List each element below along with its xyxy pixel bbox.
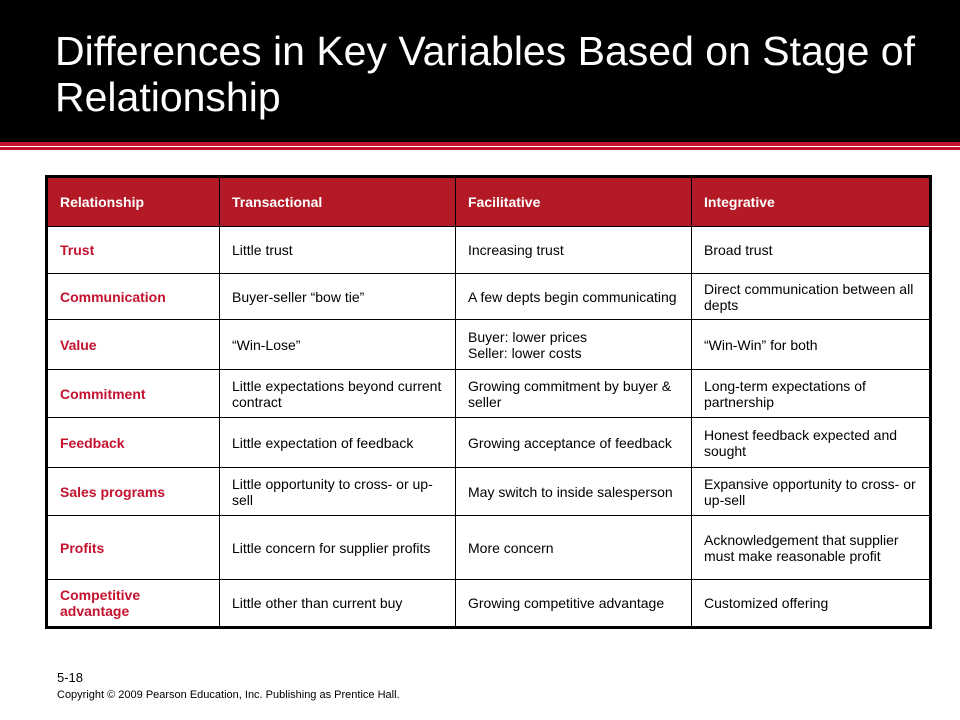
integrative-cell: “Win-Win” for both bbox=[692, 320, 931, 370]
transactional-cell: “Win-Lose” bbox=[220, 320, 456, 370]
facilitative-cell: Growing competitive advantage bbox=[456, 580, 692, 628]
transactional-cell: Little expectation of feedback bbox=[220, 418, 456, 468]
column-header: Integrative bbox=[692, 177, 931, 227]
facilitative-cell: A few depts begin communicating bbox=[456, 274, 692, 320]
row-variable: Profits bbox=[47, 516, 220, 580]
table-row bbox=[47, 468, 931, 516]
title-bar bbox=[0, 0, 960, 142]
transactional-cell: Little expectations beyond current contract bbox=[220, 370, 456, 418]
row-variable: Feedback bbox=[47, 418, 220, 468]
row-variable: Commitment bbox=[47, 370, 220, 418]
integrative-cell: Honest feedback expected and sought bbox=[692, 418, 931, 468]
facilitative-cell: More concern bbox=[456, 516, 692, 580]
table-row bbox=[47, 320, 931, 370]
table-header-row bbox=[47, 177, 931, 227]
column-header: Facilitative bbox=[456, 177, 692, 227]
integrative-cell: Acknowledgement that supplier must make reasonable profit bbox=[692, 516, 931, 580]
integrative-cell: Expansive opportunity to cross- or up-sell bbox=[692, 468, 931, 516]
row-variable: Trust bbox=[47, 227, 220, 274]
row-variable: Competitive advantage bbox=[47, 580, 220, 628]
slide-number: 5-18 bbox=[57, 670, 84, 685]
transactional-cell: Little other than current buy bbox=[220, 580, 456, 628]
table-row bbox=[47, 580, 931, 628]
row-variable: Value bbox=[47, 320, 220, 370]
facilitative-cell: Increasing trust bbox=[456, 227, 692, 274]
column-header: Transactional bbox=[220, 177, 456, 227]
integrative-cell: Broad trust bbox=[692, 227, 931, 274]
transactional-cell: Buyer-seller “bow tie” bbox=[220, 274, 456, 320]
slide-title: Differences in Key Variables Based on Stage of Relationship bbox=[55, 28, 915, 120]
transactional-cell: Little opportunity to cross- or up-sell bbox=[220, 468, 456, 516]
row-variable: Communication bbox=[47, 274, 220, 320]
transactional-cell: Little trust bbox=[220, 227, 456, 274]
facilitative-cell: May switch to inside salesperson bbox=[456, 468, 692, 516]
table-row bbox=[47, 516, 931, 580]
facilitative-cell: Growing commitment by buyer & seller bbox=[456, 370, 692, 418]
facilitative-cell: Growing acceptance of feedback bbox=[456, 418, 692, 468]
integrative-cell: Direct communication between all depts bbox=[692, 274, 931, 320]
facilitative-cell: Buyer: lower prices Seller: lower costs bbox=[456, 320, 692, 370]
table-row bbox=[47, 227, 931, 274]
integrative-cell: Customized offering bbox=[692, 580, 931, 628]
title-underline bbox=[0, 142, 960, 150]
transactional-cell: Little concern for supplier profits bbox=[220, 516, 456, 580]
relationship-comparison-table bbox=[45, 175, 932, 629]
copyright-notice: Copyright © 2009 Pearson Education, Inc. Publishing as Prentice Hall. bbox=[57, 689, 400, 701]
integrative-cell: Long-term expectations of partnership bbox=[692, 370, 931, 418]
row-variable: Sales programs bbox=[47, 468, 220, 516]
table-row bbox=[47, 418, 931, 468]
table-row bbox=[47, 274, 931, 320]
column-header: Relationship bbox=[47, 177, 220, 227]
table-row bbox=[47, 370, 931, 418]
